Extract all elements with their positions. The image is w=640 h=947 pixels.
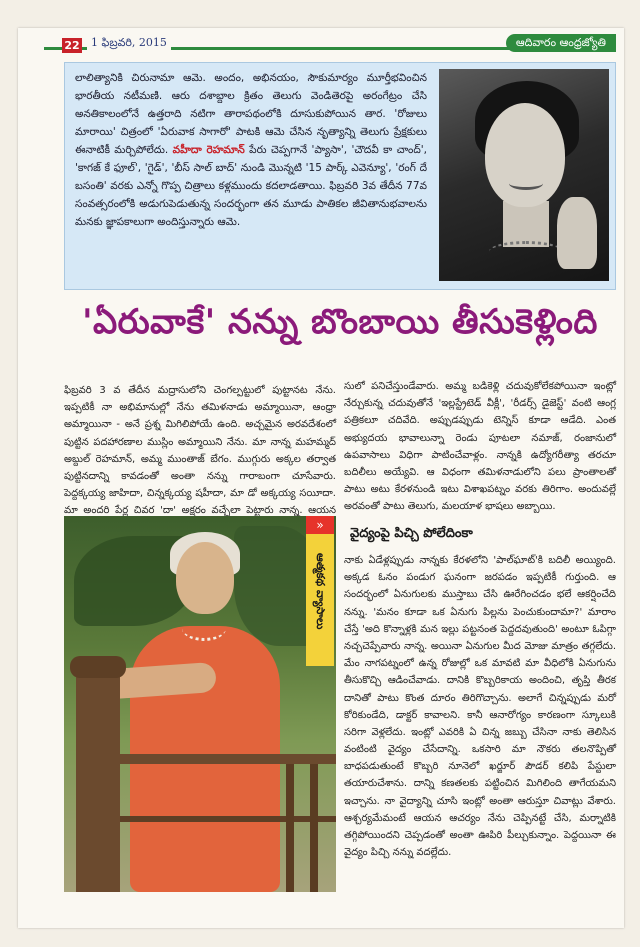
photo-railing-slat <box>310 764 318 892</box>
article-photo <box>64 516 336 892</box>
portrait-hand <box>557 197 597 269</box>
section-subheading: వైద్యంపై పిచ్చి పోలేదింకా <box>350 526 473 541</box>
intro-text-a: లాలిత్యానికి చిరునామా ఆమె. అందం, అభినయం, సౌకుమార్యం మూర్తీభవించిన భారతీయ నటీమణి. ఆరు దశాబ్దాల క్రితం తెలుగు వెండితెరపై అరంగేట్రం చేసి అనతికాలంలోనే ఉత్తరాది నటిగా తారాపథంలోకి దూసుకుపోయిన తార. 'రోజులు మారాయి' చిత్రంలో 'ఏరువాక సాగారో' పాటకి ఆమె చేసిన నృత్యాన్ని తెలుగు ప్రేక్షకులు ఈనాటికీ మర్చిపోలేదు. <box>75 72 427 157</box>
photo-railing <box>114 816 336 822</box>
intro-box <box>64 62 616 290</box>
body-column-2: సులో పనిచేస్తుండేవారు. అమ్మ బడికెళ్లి చదువుకోలేకపోయినా ఇంట్లో నేర్చుకున్న చదువుతోనే 'ఇల్లస్ట్రేటెడ్ వీక్లీ', 'రీడర్స్ డైజెస్ట్' వంటి ఆంగ్ల పత్రికలూ చదివేది. అప్పుడప్పుడు టెన్నిస్ కూడా ఆడేది. ఎంత అభ్యుదయ భావాలున్నా రెండు పూటలా నమాజ్, రంజానులో ఉపవాసాలు విధిగా పాటించేవాళ్లం. నాన్నకి ఉద్యోగరీత్యా తరచూ బదిలీలు అయ్యేవి. ఆ విధంగా తమిళనాడులోని పలు ప్రాంతాలతో పాటు అటు కేరళనుండి ఇటు విశాఖపట్నం వరకు తిరిగాం. అందువల్లే అరవంతో పాటు తెలుగు, మలయాళ భాషలు అబ్బాయి. <box>344 381 616 513</box>
portrait-face <box>485 103 565 207</box>
intro-text-b: పేరు చెప్పగానే 'ప్యాసా', 'చౌదవీ కా చాంద్', 'కాగజ్ కే ఫూల్', 'గైడ్', 'బీస్ సాల్ బాద్' నుండి మొన్నటి '15 పార్క్ ఎవెన్యూ', 'రంగ్ దే బసంతి' వరకు ఎన్నో గొప్ప చిత్రాలు కళ్లముందు కదలాడతాయి. ఫిబ్రవరి 3వ తేదీన 77వ సంవత్సరంలోకి అడుగుపెడుతున్న సందర్భంగా తన మూడు పాతికల జీవితానుభవాలను మనకు జ్ఞాపకాలుగా అందిస్తున్నారు ఆమె. <box>75 144 428 229</box>
photo-railing-slat <box>286 764 294 892</box>
portrait-smile <box>509 177 543 190</box>
body-column-3: నాకు ఏడేళ్లప్పుడు నాన్నకు కేరళలోని 'పాల్‌ఘాట్'కి బదిలీ అయ్యింది. అక్కడ ఓనం పండుగ ఘనంగా జరపడం ఇప్పటికీ గుర్తుంది. ఆ సందర్భంలో ఏనుగులకు ముస్తాబు చేసి ఊరేగించడం భలే ఆకర్షించేది నన్ను. 'మనం కూడా ఒక ఏనుగు పిల్లను పెంచుకుందామా?' మారాం చేస్తే 'అది కొన్నాళ్లకి మన ఇల్లు పట్టనంత పెద్దదవుతుంది' అంటూ ఓపిగ్గా నచ్చచెప్పేవారు నాన్న. అయినా ఏనుగుల మీద మోజు మాత్రం తగ్గలేదు. మేం నాగపట్నంలో ఉన్న రోజుల్లో ఒక మావటి మా వీధిలోకి ఏనుగును తీసుకొచ్చి ఆడించేవాడు. దానికి కొబ్బరికాయ అందించి, తృప్తి తీరక దానితో పాటు కొంత దూరం తిరిగొచ్చాను. అలాగే చిన్నప్పుడు మరో కోరికుండేది, డాక్టర్ కావాలని. కానీ ఆనారోగ్యం కారణంగా స్కూలుకి సరిగా వెళ్లలేదు. ఇంట్లో ఎవరికి ఏ చిన్న జబ్బు చేసినా నాకు తెలిసిన వంటింటి వైద్యం చేసేదాన్ని. ఒకసారి మా నౌకరు తలనొప్పితో బాధపడుతుంటే కొబ్బరి నూనెలో ఖర్జూర్ పౌడర్ కలిపి పేస్టులా తయారుచేశాను. దాన్ని కణతలకు పట్టించిన మిగిలింది తాగేయమని ఇచ్చాను. నా వైద్యాన్ని చూసి ఇంట్లో అంతా ఆరుస్తూ చివాట్లు వేశారు. ఆశ్చర్యమేమంటే ఆయన ఆచర్యం నేను చెప్పినట్టే చేసి, మర్నాటికి తగ్గిపోయిందని చెప్పడంతో అంతా ఊపిరి పీల్చుకున్నాం. పెద్దయినా ఈ వైద్యం పిచ్చి నన్ను వదల్లేదు. <box>344 555 616 859</box>
photo-person-head <box>176 542 234 614</box>
portrait-photo <box>439 69 609 281</box>
photo-railing <box>114 754 336 764</box>
page-header <box>44 34 616 54</box>
chevron-icon: » <box>306 516 334 534</box>
body-column-1: ఫిబ్రవరి 3 వ తేదీన మద్రాసులోని చెంగల్పట్టులో పుట్టానట నేను. ఇప్పటికీ నా అభిమానుల్లో నేను తమిళనాడు అమ్మాయినా, ఆంధ్రా అమ్మాయినా - అనే ప్రశ్న మిగిలిపోయే ఉంది. అచ్చమైన అరవదేశంలో పుట్టిన పదహారణాల ముస్లిం అమ్మాయిని నేను. మా నాన్న మహమ్మద్ అబ్దుల్ రెహమాన్, అమ్మ ముంతాజ్ బేగం. ముగ్గురు అక్కల తర్వాత పుట్టినదాన్ని కావడంతో అంతా నన్ను గారాబంగా చూసేవారు. పెద్దక్కయ్య జాహిదా, చిన్నక్కయ్య షహీదా, మా డో అక్కయ్య సయీదా. మా అందరి పేర్ల చివర 'దా' అక్షరం వచ్చేలా పెట్టారు నాన్న. ఆయన <box>64 385 336 517</box>
photo-tag-label: ఆత్మకథ వ్యాసాలు <box>306 516 334 666</box>
publication-brand: ఆదివారం ఆంధ్రజ్యోతి <box>506 34 616 52</box>
photo-person-necklace <box>182 616 226 641</box>
intro-highlight-name: వహీదా రెహమాన్ <box>172 144 245 157</box>
portrait-necklace <box>489 241 563 262</box>
intro-text <box>75 69 427 283</box>
article-headline: 'ఏరువాకే' నన్ను బొంబాయి తీసుకెళ్లింది <box>82 302 598 342</box>
photo-wooden-post <box>76 666 120 892</box>
issue-date: 1 ఫిబ్రవరి, 2015 <box>87 36 171 52</box>
page-number: 22 <box>62 38 82 53</box>
photo-post-cap <box>70 656 126 678</box>
